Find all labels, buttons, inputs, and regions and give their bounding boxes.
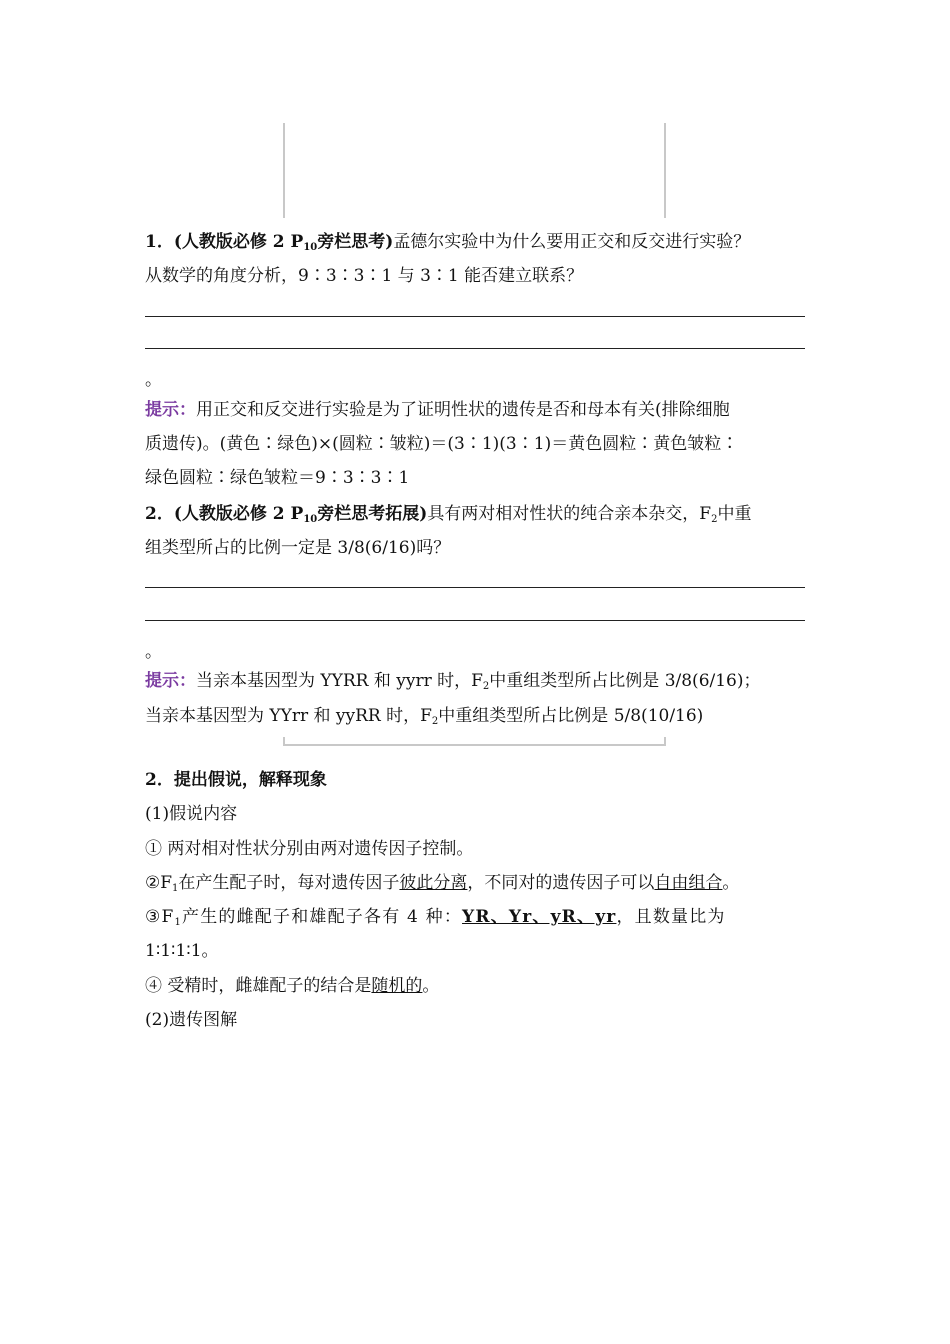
hypothesis-item-4: ④ 受精时，雌雄配子的结合是随机的。 xyxy=(145,976,440,996)
question-2-line2: 组类型所占的比例一定是 3/8(6/16)吗？ xyxy=(145,538,451,558)
hint-2-line2: 当亲本基因型为 YYrr 和 yyRR 时，$F_2$中重组类型所占比例是 5/8(10/16) xyxy=(145,706,704,727)
subsection-diagram: (2)遗传图解 xyxy=(145,1010,238,1030)
hypothesis-item-1: ① 两对相对性状分别由两对遗传因子控制。 xyxy=(145,839,474,859)
section-title: 2．提出假说，解释现象 xyxy=(145,770,327,790)
blank-answer: YR、Yr、yR、yr xyxy=(462,907,617,927)
hypothesis-item-3: $③F_1$产生的雌配子和雄配子各有 4 种：YR、Yr、yR、yr，且数量比为 xyxy=(145,907,726,928)
question-2: 2．(人教版必修 2 $P_{10}$旁栏思考拓展)具有两对相对性状的纯合亲本杂交，$F_2$中重 xyxy=(145,504,752,525)
blank-answer: 彼此分离 xyxy=(399,873,468,893)
box-bottom-border xyxy=(283,737,666,746)
hypothesis-item-2: $②F_1$在产生配子时，每对遗传因子彼此分离，不同对的遗传因子可以自由组合。 xyxy=(145,873,740,894)
answer-line[interactable] xyxy=(145,348,805,349)
hint-label: 提示： xyxy=(145,400,196,420)
box-left-border xyxy=(283,123,285,218)
answer-line[interactable] xyxy=(145,587,805,588)
question-1-line2: 从数学的角度分析，9∶3∶3∶1 与 3∶1 能否建立联系？ xyxy=(145,266,584,286)
answer-end-mark: 。 xyxy=(145,642,162,662)
box-right-border xyxy=(664,123,666,218)
subsection-hypothesis: (1)假说内容 xyxy=(145,804,238,824)
hint-1-line1: 提示：用正交和反交进行实验是为了证明性状的遗传是否和母本有关(排除细胞 xyxy=(145,400,730,420)
blank-answer: 自由组合 xyxy=(654,873,723,893)
answer-line[interactable] xyxy=(145,316,805,317)
question-1: 1．(人教版必修 2 $P_{10}$旁栏思考)孟德尔实验中为什么要用正交和反交进行实验？ xyxy=(145,232,751,253)
answer-end-mark: 。 xyxy=(145,370,162,390)
hint-1-line3: 绿色圆粒∶绿色皱粒＝9∶3∶3∶1 xyxy=(145,468,410,488)
blank-answer: 随机的 xyxy=(371,976,423,996)
hint-label: 提示： xyxy=(145,671,196,691)
hint-1-line2: 质遗传)。(黄色∶绿色)×(圆粒∶皱粒)＝(3∶1)(3∶1)＝黄色圆粒∶黄色皱粒∶ xyxy=(145,434,739,454)
hypothesis-item-3-line2: 1∶1∶1∶1。 xyxy=(145,941,219,961)
hint-2-line1: 提示：当亲本基因型为 YYRR 和 yyrr 时，$F_2$中重组类型所占比例是 3/8(6/16)； xyxy=(145,671,761,692)
answer-line[interactable] xyxy=(145,620,805,621)
